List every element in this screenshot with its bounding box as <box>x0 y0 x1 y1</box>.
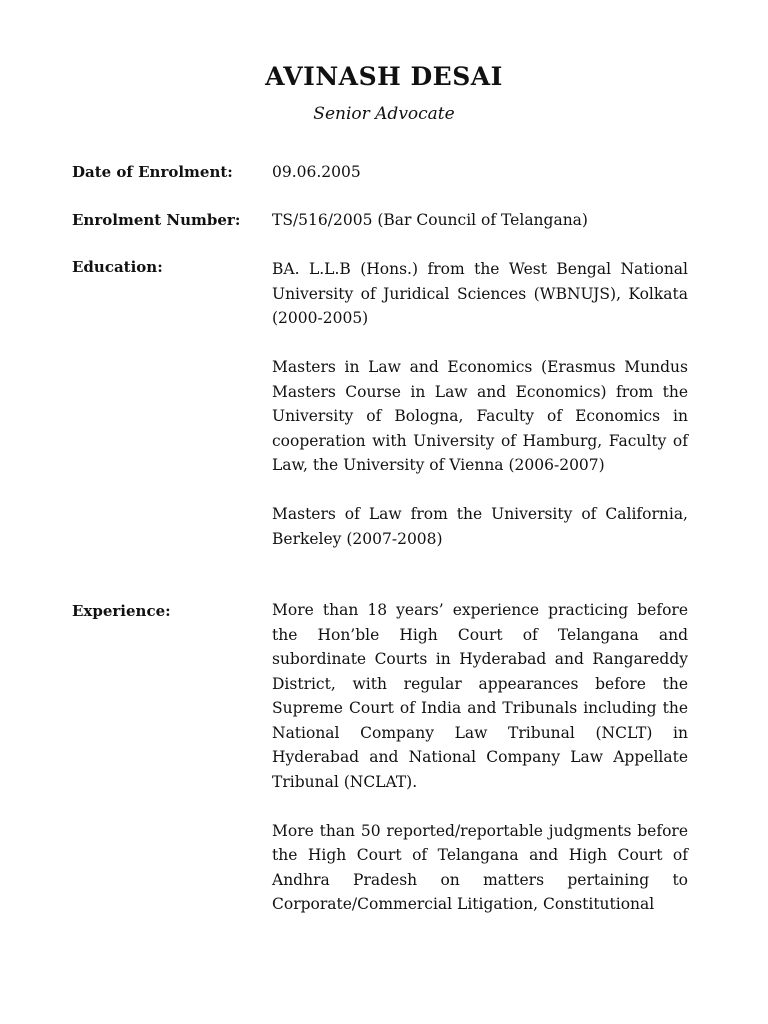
experience-label: Experience: <box>72 602 171 620</box>
person-name: AVINASH DESAI <box>265 62 503 91</box>
education-entry: BA. L.L.B (Hons.) from the West Bengal National University of Juridical Sciences (WBNUJS), Kolkata (2000-2005) <box>272 260 688 327</box>
enrolment-number-value: TS/516/2005 (Bar Council of Telangana) <box>272 211 588 229</box>
date-of-enrolment-label: Date of Enrolment: <box>72 163 233 181</box>
education-section <box>272 257 688 551</box>
education-entry: Masters in Law and Economics (Erasmus Mundus Masters Course in Law and Economics) from the University of Bologna, Faculty of Economics in cooperation with University of Hamburg, Faculty of Law, the University of Vienna (2006-2007) <box>272 358 688 474</box>
date-of-enrolment-value: 09.06.2005 <box>272 163 361 181</box>
education-entry: Masters of Law from the University of California, Berkeley (2007-2008) <box>272 505 688 548</box>
experience-entry: More than 50 reported/reportable judgments before the High Court of Telangana and High Court of Andhra Pradesh on matters pertaining to Corporate/Commercial Litigation, Constitutional <box>272 821 688 913</box>
experience-entry: More than 18 years’ experience practicing before the Hon’ble High Court of Telangana and subordinate Courts in Hyderabad and Rangareddy District, with regular appearances before the Supreme Court of India and Tribunals including the National Company Law Tribunal (NCLT) in Hyderabad and National Company Law Appellate Tribunal (NCLAT). <box>272 601 688 791</box>
enrolment-number-label: Enrolment Number: <box>72 211 241 229</box>
experience-section <box>272 598 688 917</box>
person-title: Senior Advocate <box>313 104 455 124</box>
education-label: Education: <box>72 258 163 276</box>
